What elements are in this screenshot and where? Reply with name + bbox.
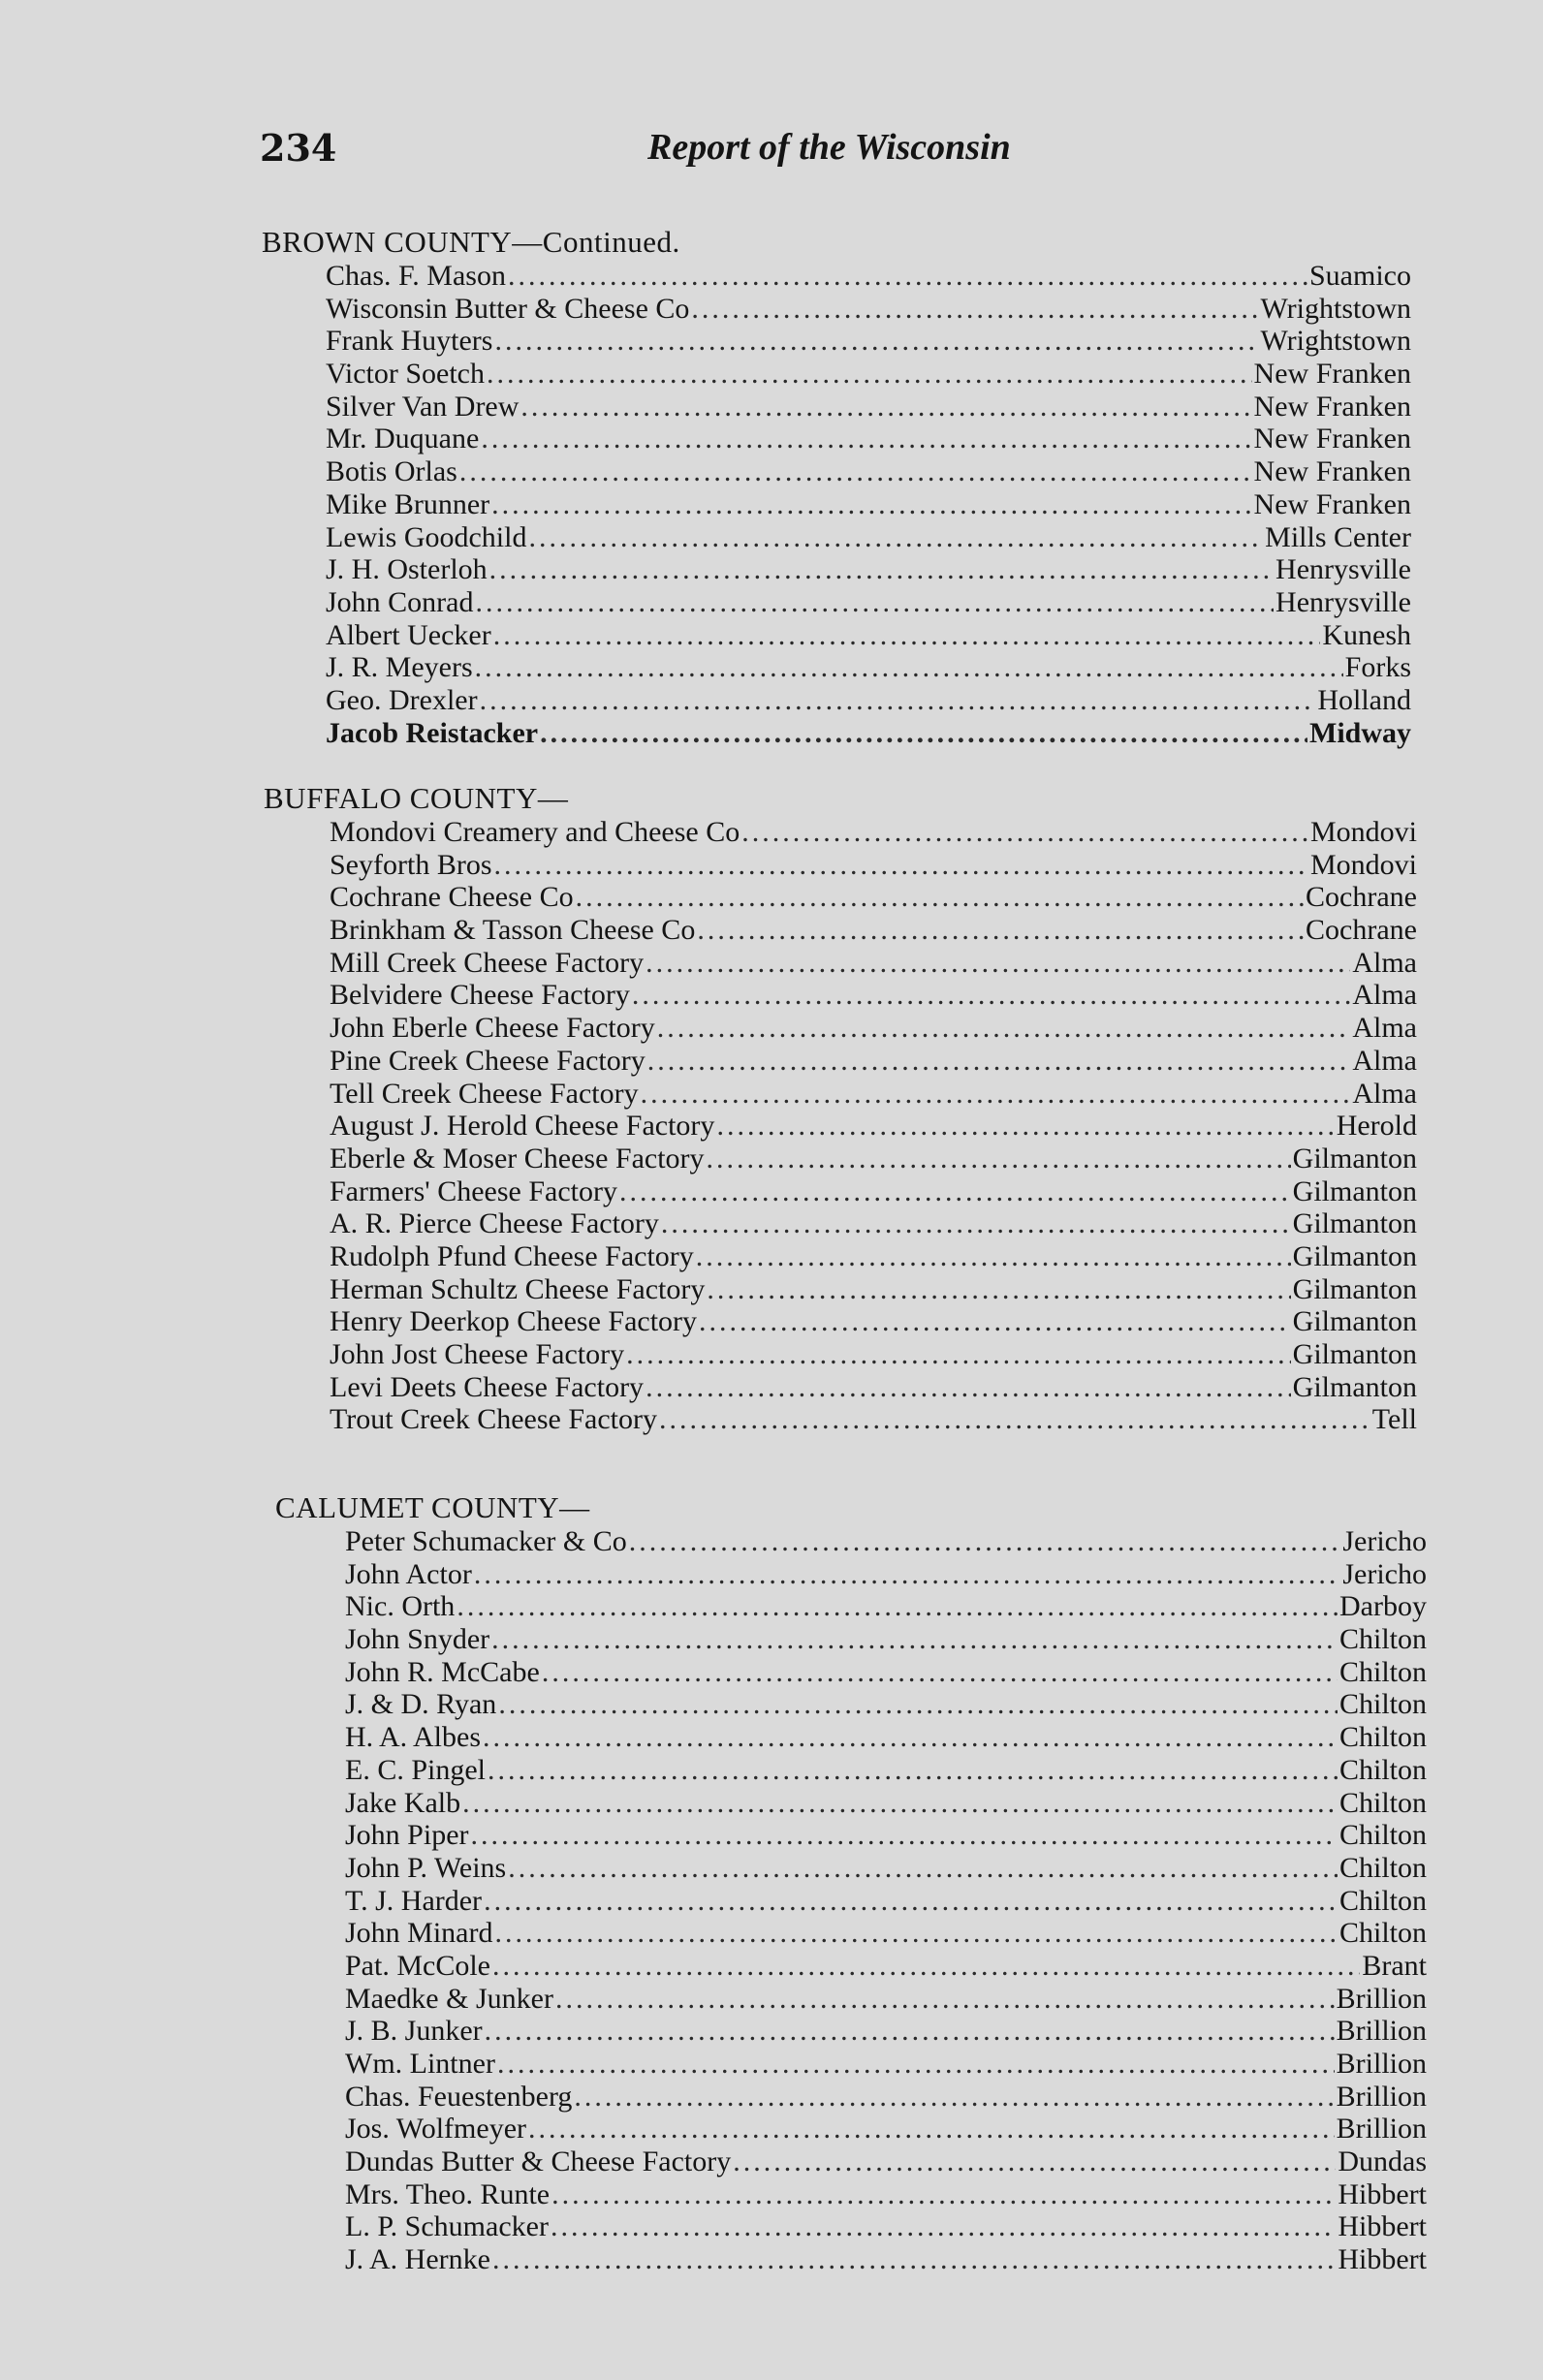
dot-leader xyxy=(647,1045,1351,1078)
entry-town: Brillion xyxy=(1336,1982,1427,2015)
dot-leader xyxy=(646,1371,1291,1404)
list-item xyxy=(326,358,1411,391)
list-item xyxy=(345,2243,1427,2276)
entry-town: Wrightstown xyxy=(1260,325,1411,358)
list-item xyxy=(345,1852,1427,1885)
entry-town: Chilton xyxy=(1338,1819,1427,1852)
dot-leader xyxy=(487,358,1252,391)
list-item xyxy=(326,488,1411,521)
list-item xyxy=(330,1110,1417,1143)
entry-list xyxy=(330,816,1417,1436)
list-item xyxy=(345,1917,1427,1950)
dot-leader xyxy=(489,553,1274,586)
entry-list xyxy=(326,260,1411,749)
entry-town: Brillion xyxy=(1336,2113,1427,2145)
entry-name: Rudolph Pfund Cheese Factory xyxy=(330,1239,694,1272)
entry-name: Pine Creek Cheese Factory xyxy=(330,1044,646,1077)
dot-leader xyxy=(659,1403,1370,1436)
dot-leader xyxy=(491,488,1251,521)
entry-name: Maedke & Junker xyxy=(345,1982,553,2015)
dot-leader xyxy=(551,2210,1336,2243)
dot-leader xyxy=(508,1852,1338,1885)
entry-town: Alma xyxy=(1352,1044,1417,1077)
entry-name: Wm. Lintner xyxy=(345,2048,495,2080)
list-item xyxy=(345,2113,1427,2145)
dot-leader xyxy=(555,1983,1335,2016)
dot-leader xyxy=(626,1338,1291,1371)
entry-town: Brillion xyxy=(1336,2048,1427,2080)
entry-town: Wrightstown xyxy=(1260,292,1411,325)
list-item xyxy=(326,521,1411,554)
entry-town: Brillion xyxy=(1336,2015,1427,2048)
entry-name: Cochrane Cheese Co xyxy=(330,881,574,914)
dot-leader xyxy=(498,1688,1338,1721)
list-item xyxy=(345,1885,1427,1918)
entry-town: Gilmanton xyxy=(1292,1207,1417,1240)
entry-town: Brant xyxy=(1362,1949,1427,1982)
dot-leader xyxy=(696,1240,1291,1273)
list-item xyxy=(345,2178,1427,2211)
entry-name: John Jost Cheese Factory xyxy=(330,1338,625,1370)
list-item xyxy=(330,1175,1417,1208)
entry-name: Albert Uecker xyxy=(326,618,491,651)
entry-name: Chas. F. Mason xyxy=(326,260,506,292)
entry-town: Alma xyxy=(1352,979,1417,1012)
list-item xyxy=(345,1688,1427,1721)
entry-name: Jos. Wolfmeyer xyxy=(345,2113,527,2145)
list-item xyxy=(330,1078,1417,1111)
list-item xyxy=(345,1623,1427,1656)
list-item xyxy=(326,293,1411,326)
entry-name: Belvidere Cheese Factory xyxy=(330,979,630,1012)
section-brown-county xyxy=(262,225,1411,749)
entry-name: August J. Herold Cheese Factory xyxy=(330,1110,715,1143)
entry-town: Cochrane xyxy=(1306,881,1417,914)
entry-town: Cochrane xyxy=(1306,914,1417,947)
dot-leader xyxy=(493,619,1321,652)
running-title: Report of the Wisconsin xyxy=(647,127,1011,168)
list-item xyxy=(326,651,1411,684)
list-item xyxy=(330,1273,1417,1306)
dot-leader xyxy=(497,2048,1335,2081)
dot-leader xyxy=(475,651,1343,684)
entry-name: Tell Creek Cheese Factory xyxy=(330,1077,639,1110)
entry-name: John R. McCabe xyxy=(345,1655,540,1688)
entry-name: E. C. Pingel xyxy=(345,1753,487,1786)
entry-town: Chilton xyxy=(1338,1917,1427,1950)
dot-leader xyxy=(540,717,1307,750)
entry-town: New Franken xyxy=(1253,358,1411,391)
list-item xyxy=(345,1656,1427,1689)
entry-name: Jake Kalb xyxy=(345,1786,461,1819)
list-item xyxy=(326,325,1411,358)
list-item xyxy=(330,1371,1417,1404)
entry-name: Mondovi Creamery and Cheese Co xyxy=(330,816,740,848)
dot-leader xyxy=(457,1590,1338,1623)
entry-town: Henrysville xyxy=(1275,585,1411,618)
list-item xyxy=(330,1207,1417,1240)
dot-leader xyxy=(492,2243,1336,2276)
list-item xyxy=(345,1950,1427,1983)
entry-name: Chas. Feuestenberg xyxy=(345,2080,573,2113)
dot-leader xyxy=(691,293,1258,326)
dot-leader xyxy=(476,586,1275,619)
list-item xyxy=(330,1403,1417,1436)
list-item xyxy=(326,684,1411,717)
entry-name: J. R. Meyers xyxy=(326,651,473,684)
entry-town: Chilton xyxy=(1338,1623,1427,1656)
list-item xyxy=(345,2145,1427,2178)
entry-name: Eberle & Moser Cheese Factory xyxy=(330,1142,705,1174)
section-title: BROWN COUNTY—Continued. xyxy=(262,225,680,259)
entry-name: J. B. Junker xyxy=(345,2015,483,2048)
list-item xyxy=(345,2081,1427,2114)
dot-leader xyxy=(741,816,1308,849)
entry-town: Gilmanton xyxy=(1292,1142,1417,1174)
entry-town: Chilton xyxy=(1338,1753,1427,1786)
entry-town: Kunesh xyxy=(1322,618,1411,651)
dot-leader xyxy=(485,2015,1335,2048)
entry-name: J. & D. Ryan xyxy=(345,1688,497,1721)
entry-name: John Piper xyxy=(345,1819,469,1852)
dot-leader xyxy=(491,1623,1338,1656)
entry-town: New Franken xyxy=(1253,423,1411,455)
dot-leader xyxy=(528,521,1263,554)
entry-town: Gilmanton xyxy=(1292,1305,1417,1338)
dot-leader xyxy=(488,1754,1338,1787)
page-number: 234 xyxy=(260,126,337,170)
dot-leader xyxy=(480,684,1316,717)
section-buffalo-county xyxy=(264,781,1417,1436)
dot-leader xyxy=(619,1175,1291,1208)
entry-town: Dundas xyxy=(1338,2145,1427,2178)
dot-leader xyxy=(462,1787,1338,1820)
entry-town: New Franken xyxy=(1253,390,1411,423)
list-item xyxy=(345,2048,1427,2081)
dot-leader xyxy=(697,914,1304,947)
dot-leader xyxy=(646,947,1350,980)
list-item xyxy=(345,1721,1427,1754)
entry-town: Tell xyxy=(1371,1403,1417,1436)
section-title: BUFFALO COUNTY— xyxy=(264,781,569,815)
entry-name: Dundas Butter & Cheese Factory xyxy=(345,2145,732,2178)
dot-leader xyxy=(707,1143,1291,1175)
dot-leader xyxy=(481,423,1251,455)
entry-name: Lewis Goodchild xyxy=(326,520,527,553)
entry-town: Gilmanton xyxy=(1292,1174,1417,1207)
entry-name: John Snyder xyxy=(345,1623,490,1656)
list-item xyxy=(345,1819,1427,1852)
entry-town: New Franken xyxy=(1253,455,1411,488)
dot-leader xyxy=(629,1525,1341,1558)
dot-leader xyxy=(495,1917,1338,1950)
entry-name: John Minard xyxy=(345,1917,493,1950)
dot-leader xyxy=(542,1656,1338,1689)
list-item xyxy=(345,1787,1427,1820)
list-item xyxy=(330,979,1417,1012)
list-item xyxy=(326,586,1411,619)
dot-leader xyxy=(733,2145,1336,2178)
entry-name: John Eberle Cheese Factory xyxy=(330,1012,655,1045)
entry-town: Brillion xyxy=(1336,2080,1427,2113)
entry-name: L. P. Schumacker xyxy=(345,2210,549,2243)
entry-name: Jacob Reistacker xyxy=(326,716,539,749)
entry-name: Herman Schultz Cheese Factory xyxy=(330,1272,706,1305)
dot-leader xyxy=(641,1078,1351,1111)
entry-town: Hibbert xyxy=(1338,2177,1427,2210)
entry-name: Silver Van Drew xyxy=(326,390,520,423)
list-item xyxy=(345,2015,1427,2048)
list-item xyxy=(326,423,1411,455)
entry-name: Mrs. Theo. Runte xyxy=(345,2177,551,2210)
entry-town: Alma xyxy=(1352,1077,1417,1110)
entry-town: Mondovi xyxy=(1309,816,1417,848)
entry-name: Botis Orlas xyxy=(326,455,457,488)
dot-leader xyxy=(520,391,1251,423)
entry-name: Brinkham & Tasson Cheese Co xyxy=(330,914,696,947)
entry-town: Gilmanton xyxy=(1292,1239,1417,1272)
dot-leader xyxy=(574,2081,1334,2114)
entry-town: Mondovi xyxy=(1309,848,1417,881)
dot-leader xyxy=(657,1012,1351,1045)
entry-name: Wisconsin Butter & Cheese Co xyxy=(326,292,690,325)
dot-leader xyxy=(632,979,1350,1012)
list-item xyxy=(345,1590,1427,1623)
entry-name: Pat. McCole xyxy=(345,1949,490,1982)
list-item xyxy=(330,1012,1417,1045)
entry-town: Jericho xyxy=(1342,1557,1427,1590)
entry-name: A. R. Pierce Cheese Factory xyxy=(330,1207,659,1240)
entry-name: T. J. Harder xyxy=(345,1884,483,1917)
entry-name: H. A. Albes xyxy=(345,1721,482,1754)
list-item xyxy=(345,2210,1427,2243)
entry-list xyxy=(345,1525,1427,2276)
entry-name: John Actor xyxy=(345,1557,472,1590)
list-item xyxy=(330,881,1417,914)
list-item xyxy=(330,849,1417,882)
section-calumet-county xyxy=(275,1490,1427,2276)
entry-town: New Franken xyxy=(1253,487,1411,520)
list-item xyxy=(326,455,1411,488)
entry-name: Levi Deets Cheese Factory xyxy=(330,1370,645,1403)
list-item xyxy=(330,1305,1417,1338)
entry-name: Mike Brunner xyxy=(326,487,490,520)
page-header xyxy=(260,126,1345,174)
entry-name: Frank Huyters xyxy=(326,325,493,358)
list-item xyxy=(330,1240,1417,1273)
list-item xyxy=(330,816,1417,849)
dot-leader xyxy=(699,1305,1291,1338)
dot-leader xyxy=(551,2178,1336,2211)
entry-town: Alma xyxy=(1352,1012,1417,1045)
dot-leader xyxy=(707,1273,1290,1306)
entry-name: John P. Weins xyxy=(345,1851,507,1884)
entry-town: Darboy xyxy=(1339,1590,1427,1623)
entry-town: Hibbert xyxy=(1338,2243,1427,2276)
entry-name: Farmers' Cheese Factory xyxy=(330,1174,617,1207)
entry-name: Victor Soetch xyxy=(326,358,485,391)
entry-town: Herold xyxy=(1336,1110,1417,1143)
entry-name: Mr. Duquane xyxy=(326,423,480,455)
entry-town: Henrysville xyxy=(1275,553,1411,586)
dot-leader xyxy=(484,1885,1338,1918)
entry-name: Seyforth Bros xyxy=(330,848,492,881)
dot-leader xyxy=(494,849,1308,882)
list-item xyxy=(345,1558,1427,1591)
dot-leader xyxy=(494,325,1258,358)
list-item xyxy=(326,391,1411,423)
entry-name: Geo. Drexler xyxy=(326,683,478,716)
dot-leader xyxy=(474,1558,1341,1591)
entry-town: Chilton xyxy=(1338,1655,1427,1688)
entry-town: Chilton xyxy=(1338,1884,1427,1917)
entry-town: Suamico xyxy=(1309,260,1411,292)
entry-name: Trout Creek Cheese Factory xyxy=(330,1403,657,1436)
section-title: CALUMET COUNTY— xyxy=(275,1490,590,1524)
dot-leader xyxy=(508,260,1307,293)
list-item xyxy=(345,1525,1427,1558)
entry-town: Hibbert xyxy=(1338,2210,1427,2243)
entry-name: John Conrad xyxy=(326,585,474,618)
list-item xyxy=(345,1754,1427,1787)
entry-town: Gilmanton xyxy=(1292,1272,1417,1305)
list-item xyxy=(330,914,1417,947)
entry-town: Gilmanton xyxy=(1292,1338,1417,1370)
list-item xyxy=(326,260,1411,293)
dot-leader xyxy=(716,1110,1334,1143)
entry-town: Chilton xyxy=(1338,1721,1427,1754)
entry-town: Forks xyxy=(1344,651,1411,684)
list-item xyxy=(330,1338,1417,1371)
entry-town: Alma xyxy=(1352,946,1417,979)
dot-leader xyxy=(459,455,1252,488)
dot-leader xyxy=(528,2113,1335,2145)
list-item xyxy=(326,717,1411,750)
dot-leader xyxy=(483,1721,1338,1754)
entry-name: J. A. Hernke xyxy=(345,2243,490,2276)
list-item xyxy=(326,619,1411,652)
entry-town: Jericho xyxy=(1342,1525,1427,1557)
list-item xyxy=(326,553,1411,586)
dot-leader xyxy=(471,1819,1338,1852)
entry-town: Gilmanton xyxy=(1292,1370,1417,1403)
entry-town: Mills Center xyxy=(1265,520,1411,553)
dot-leader xyxy=(576,881,1304,914)
entry-name: Nic. Orth xyxy=(345,1590,456,1623)
list-item xyxy=(330,1143,1417,1175)
entry-name: Peter Schumacker & Co xyxy=(345,1525,627,1557)
entry-town: Chilton xyxy=(1338,1851,1427,1884)
entry-name: J. H. Osterloh xyxy=(326,553,488,586)
list-item xyxy=(345,1983,1427,2016)
list-item xyxy=(330,947,1417,980)
entry-town: Chilton xyxy=(1338,1786,1427,1819)
entry-name: Henry Deerkop Cheese Factory xyxy=(330,1305,698,1338)
entry-town: Chilton xyxy=(1338,1688,1427,1721)
entry-town: Holland xyxy=(1317,683,1411,716)
dot-leader xyxy=(661,1207,1291,1240)
dot-leader xyxy=(492,1950,1360,1983)
entry-name: Mill Creek Cheese Factory xyxy=(330,946,645,979)
entry-town: Midway xyxy=(1309,716,1411,749)
list-item xyxy=(330,1045,1417,1078)
